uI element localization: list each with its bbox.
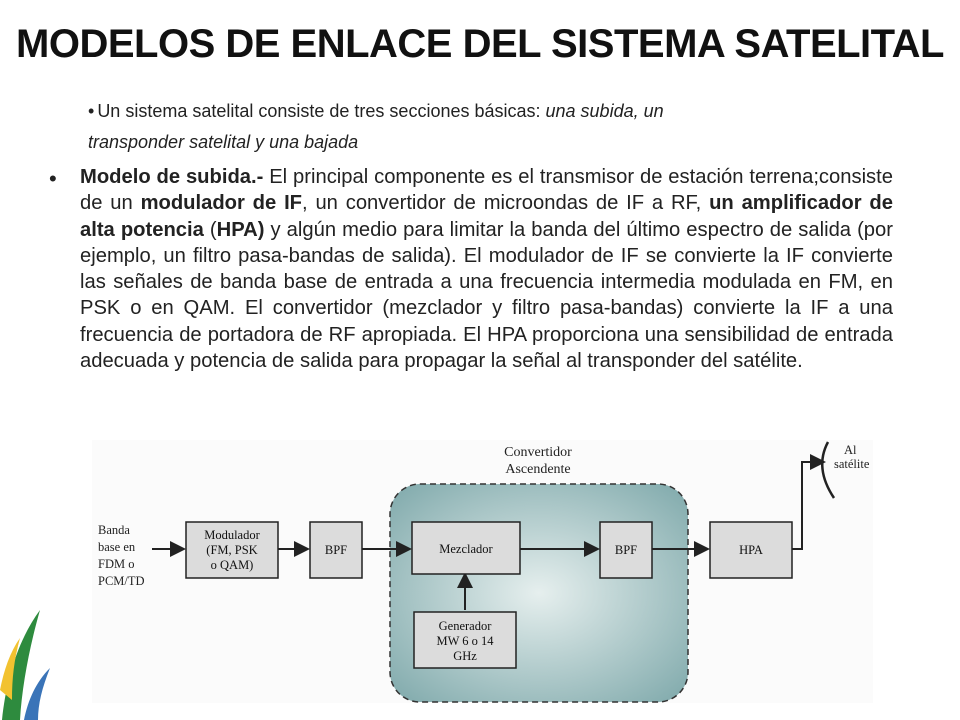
subtitle-italic-1: una subida, un <box>545 101 664 121</box>
main-text-bold-7: HPA) <box>216 218 265 241</box>
subtitle-text: Un sistema satelital consiste de tres secciones básicas: <box>97 101 546 121</box>
generator-label-3: GHz <box>453 649 477 663</box>
subtitle-bullet: • <box>88 101 95 121</box>
modulator-label-1: Modulador <box>204 528 260 542</box>
main-text-part-4: , un convertidor de microondas de IF a RF, <box>302 192 710 215</box>
converter-label-1: Convertidor <box>504 445 572 460</box>
input-label-1: Banda <box>98 523 130 537</box>
generator-label-2: MW 6 o 14 <box>436 634 494 648</box>
uplink-block-diagram <box>92 440 873 703</box>
output-label-2: satélite <box>834 457 870 471</box>
main-text-part-6: ( <box>203 218 217 241</box>
antenna-dish-icon <box>822 442 834 498</box>
subtitle-italic-2: transponder satelital y una bajada <box>88 132 359 152</box>
main-text-bold-5: un amplificador de alta potencia <box>80 192 893 241</box>
converter-region <box>390 484 688 702</box>
slide-title: MODELOS DE ENLACE DEL SISTEMA SATELITAL <box>16 22 944 66</box>
slide-subtitle <box>88 96 808 158</box>
main-text-part-2: El principal componente es el transmisor de estación terrena;consiste de un <box>80 166 893 215</box>
bpf2-label: BPF <box>614 543 638 557</box>
generator-label-1: Generador <box>438 619 492 633</box>
diagram-svg <box>92 440 873 703</box>
arrow-hpa-antenna <box>792 462 824 549</box>
input-label-2: base en <box>98 540 136 554</box>
main-paragraph <box>80 164 893 374</box>
output-label-1: Al <box>844 443 857 457</box>
decorative-swoosh-icon <box>0 590 60 720</box>
main-text-bold-3: modulador de IF <box>140 192 303 215</box>
bpf1-label: BPF <box>324 543 348 557</box>
modulator-label-2: (FM, PSK <box>206 543 258 557</box>
input-label-3: FDM o <box>98 557 135 571</box>
main-text-bold-1: Modelo de subida.- <box>80 166 264 188</box>
main-bullet: • <box>49 166 57 191</box>
modulator-label-3: o QAM) <box>210 558 254 572</box>
converter-label-2: Ascendente <box>505 462 571 477</box>
main-text-part-8: y algún medio para limitar la banda del último espectro de salida (por ejemplo, un filtro pasa-bandas de salida). El modulador de IF se convierte la IF convierte las señales de banda base de entrada a una frecuencia intermedia modulada en FM, en PSK o en QAM. El convertidor (mezclador y filtro pasa-bandas) convierte la IF a una frecuencia de portadora de RF apropiada. El HPA proporciona una sensibilidad de entrada adecuada y potencia de salida para propagar la señal al transponder del satélite. <box>80 218 893 373</box>
hpa-label: HPA <box>739 543 763 557</box>
input-label-4: PCM/TD <box>98 574 145 588</box>
mixer-label: Mezclador <box>439 542 493 556</box>
